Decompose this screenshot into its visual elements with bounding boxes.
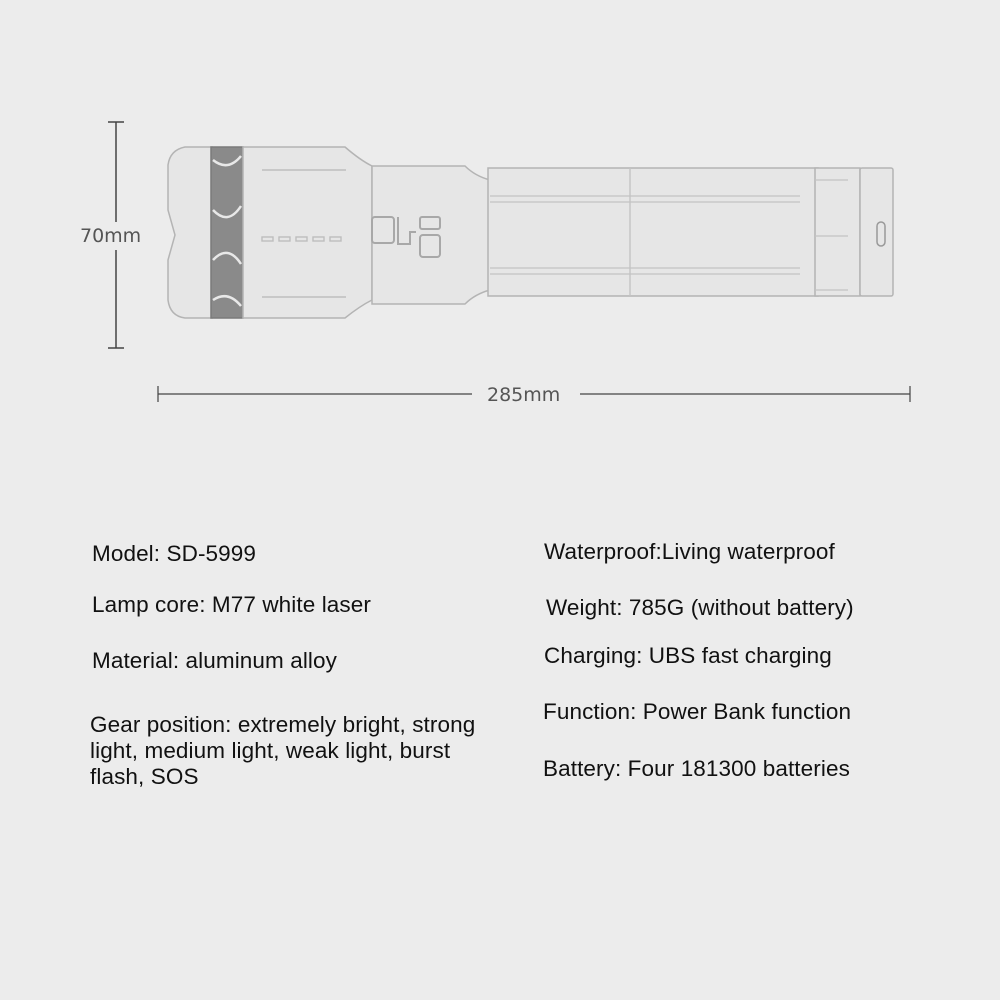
flashlight-diagram — [0, 0, 1000, 440]
spec-lamp-core: Lamp core: M77 white laser — [92, 592, 371, 617]
spec-charging: Charging: UBS fast charging — [544, 643, 832, 668]
flashlight-grip-ring — [211, 147, 243, 318]
spec-material: Material: aluminum alloy — [92, 648, 337, 673]
spec-waterproof: Waterproof:Living waterproof — [544, 539, 835, 564]
spec-model: Model: SD-5999 — [92, 541, 256, 566]
height-label: 70mm — [80, 225, 142, 247]
length-label: 285mm — [487, 384, 561, 406]
spec-weight: Weight: 785G (without battery) — [546, 595, 854, 620]
spec-function: Function: Power Bank function — [543, 699, 852, 724]
flashlight-battery-tube — [488, 168, 818, 296]
flashlight-tail-cap — [815, 168, 860, 296]
flashlight-head — [243, 147, 372, 318]
flashlight-illustration — [168, 147, 893, 318]
spec-gear-position: Gear position: extremely bright, strong light, medium light, weak light, burst flash, SOS — [90, 712, 476, 789]
flashlight-lens-cap — [168, 147, 212, 318]
spec-battery: Battery: Four 181300 batteries — [543, 756, 850, 781]
